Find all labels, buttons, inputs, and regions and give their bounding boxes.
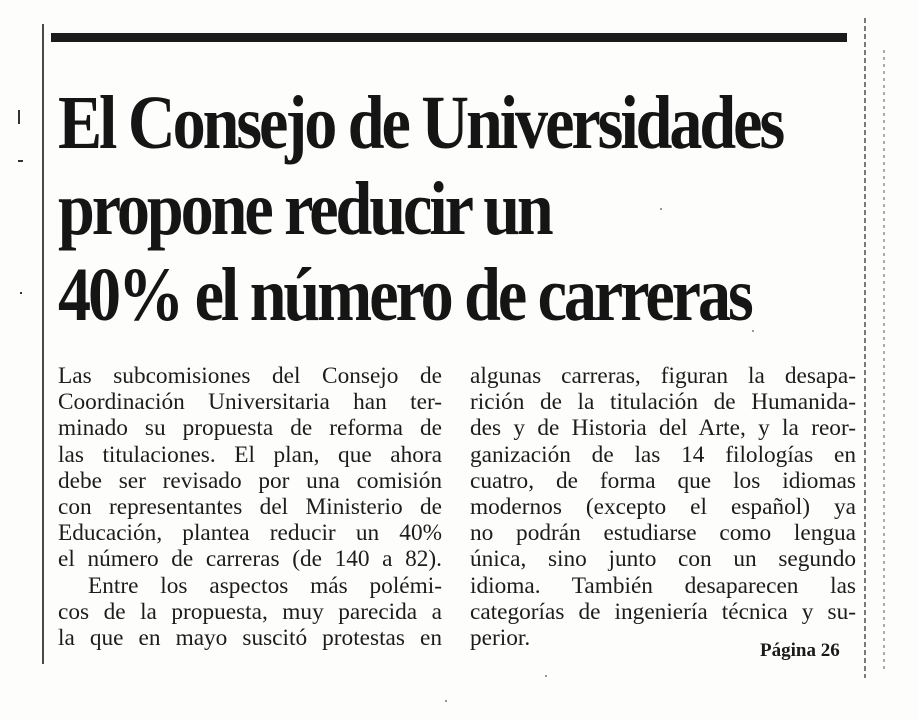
body-line: Coordinación Universitaria han ter- bbox=[58, 389, 442, 416]
body-line: el número de carreras (de 140 a 82). bbox=[58, 546, 442, 573]
headline bbox=[58, 80, 783, 338]
scan-speck bbox=[752, 330, 754, 332]
body-line: categorías de ingeniería técnica y su- bbox=[470, 598, 856, 625]
scan-mark bbox=[20, 292, 22, 294]
scan-mark bbox=[18, 110, 20, 124]
body-line: cos de la propuesta, muy parecida a bbox=[58, 598, 442, 625]
body-line: perior. bbox=[470, 625, 531, 652]
body-line: Entre los aspectos más polémi- bbox=[88, 572, 442, 599]
body-line: debe ser revisado por una comisión bbox=[58, 467, 442, 494]
page-reference: Página 26 bbox=[760, 640, 840, 661]
scan-speck bbox=[660, 208, 662, 210]
body-column-left bbox=[58, 363, 442, 651]
right-column-rule bbox=[864, 18, 866, 678]
left-column-rule bbox=[42, 24, 44, 664]
headline-line: propone reducir un bbox=[58, 167, 551, 251]
body-line: des y de Historia del Arte, y la reor- bbox=[470, 415, 856, 442]
right-edge-rule bbox=[883, 50, 885, 670]
body-line: idioma. También desaparecen las bbox=[470, 572, 856, 599]
headline-line: El Consejo de Universidades bbox=[58, 81, 783, 165]
scan-mark bbox=[18, 160, 23, 162]
scan-speck bbox=[545, 675, 547, 677]
body-line: la que en mayo suscitó protestas en bbox=[58, 625, 442, 652]
body-line: ganización de las 14 filologías en bbox=[470, 441, 856, 468]
body-line: las titulaciones. El plan, que ahora bbox=[58, 441, 442, 468]
body-line: rición de la titulación de Humanida- bbox=[470, 389, 856, 416]
body-line: Las subcomisiones del Consejo de bbox=[58, 363, 442, 389]
scan-speck bbox=[445, 700, 447, 702]
top-rule bbox=[51, 33, 847, 42]
body-line: no podrán estudiarse como lengua bbox=[470, 520, 856, 547]
body-column-right bbox=[470, 363, 856, 651]
body-line: modernos (excepto el español) ya bbox=[470, 494, 856, 521]
body-line: cuatro, de forma que los idiomas bbox=[470, 467, 856, 494]
body-line: única, sino junto con un segundo bbox=[470, 546, 856, 573]
body-line: minado su propuesta de reforma de bbox=[58, 415, 442, 442]
body-line: Educación, plantea reducir un 40% bbox=[58, 520, 442, 547]
body-line: con representantes del Ministerio de bbox=[58, 494, 442, 521]
headline-line: 40% el número de carreras bbox=[58, 253, 751, 337]
body-line: algunas carreras, figuran la desapa- bbox=[470, 363, 856, 389]
